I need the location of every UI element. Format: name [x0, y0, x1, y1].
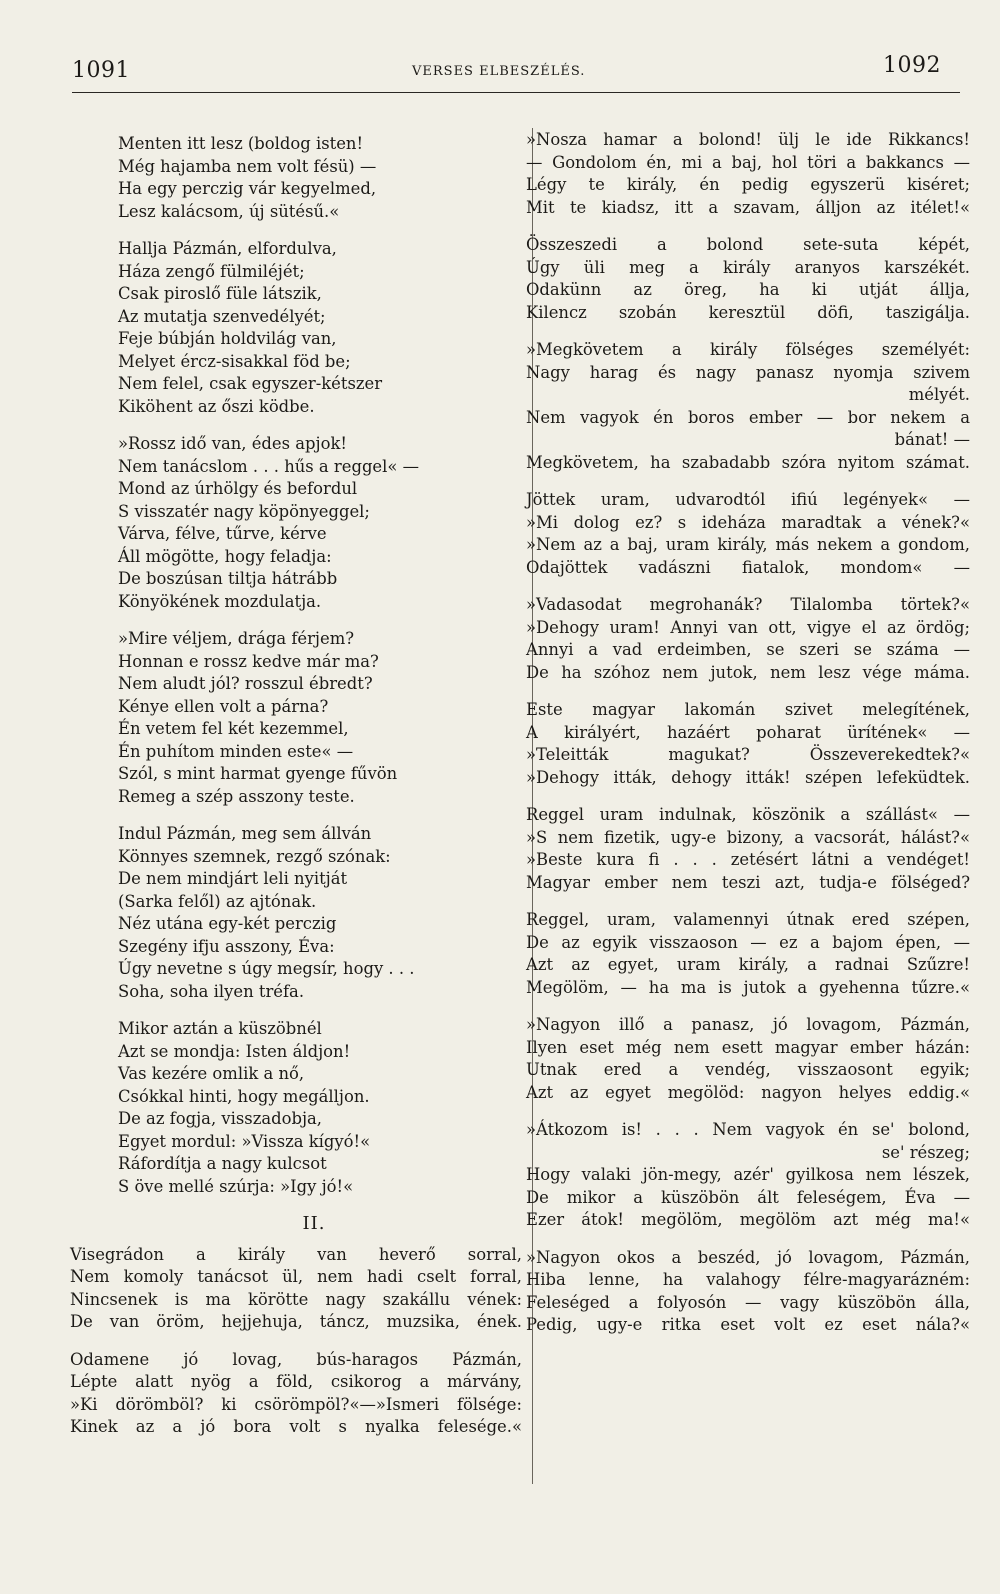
running-head: VERSES ELBESZÉLÉS. [412, 64, 586, 79]
verse-line: Azt az egyet, uram király, a radnai Szűzre! [526, 955, 970, 974]
verse-line: Nem felel, csak egyszer-kétszer [118, 374, 383, 393]
stanza [70, 1018, 522, 1198]
page-number-left: 1091 [72, 58, 130, 83]
verse-line: Kinek az a jó bora volt s nyalka felesége.« [70, 1417, 522, 1436]
verse-line: Csak piroslő füle látszik, [118, 284, 322, 303]
right-column [526, 129, 970, 1352]
verse-line: Könnyes szemnek, rezgő szónak: [118, 846, 391, 866]
verse-line: Ráfordítja a nagy kulcsot [118, 1154, 327, 1173]
verse-line: Könyökének mozdulatja. [118, 591, 322, 611]
stanza [526, 129, 970, 219]
stanza [526, 234, 970, 324]
verse-line: De nem mindjárt leli nyitját [118, 869, 348, 888]
verse-line: Úgy üli meg a király aranyos karszékét. [526, 257, 970, 277]
verse-line: Nem aludt jól? rosszul ébredt? [118, 674, 373, 693]
verse-line: Nem tanácslom . . . hűs a reggel« — [118, 456, 420, 476]
verse-line: »Mi dolog ez? s ideháza maradtak a vének?« [526, 512, 970, 532]
stanza [70, 1244, 522, 1334]
stanza [526, 909, 970, 999]
verse-line: Néz utána egy-két perczig [118, 914, 337, 933]
verse-line: De van öröm, hejjehuja, táncz, muzsika, ének. [70, 1312, 522, 1331]
verse-line: Lépte alatt nyög a föld, csikorog a márvány, [70, 1372, 522, 1391]
page-number-right: 1092 [883, 53, 941, 78]
verse-line: Pedig, ugy-e ritka eset volt ez eset nála?« [526, 1315, 970, 1334]
verse-line: Soha, soha ilyen tréfa. [118, 981, 305, 1001]
verse-line: Nagy harag és nagy panasz nyomja szivem [526, 362, 970, 382]
verse-line: Melyet ércz-sisakkal föd be; [118, 351, 351, 371]
verse-line: Összeszedi a bolond sete-suta képét, [526, 235, 970, 254]
verse-line: Kilencz szobán keresztül döfi, taszigálja. [526, 302, 970, 322]
verse-line: Reggel uram indulnak, köszönik a szállást« — [526, 805, 970, 824]
verse-line: A királyért, hazáért poharat ürítének« — [526, 722, 970, 742]
stanza [526, 489, 970, 579]
verse-line: De mikor a küszöbön ált feleségem, Éva — [526, 1187, 970, 1207]
stanza [526, 1247, 970, 1337]
verse-line: Vas kezére omlik a nő, [118, 1064, 305, 1083]
verse-line: »Nem az a baj, uram király, más nekem a gondom, [526, 535, 970, 554]
verse-line: »Teleitták magukat? Összeverekedtek?« [526, 745, 970, 764]
verse-line: Mikor aztán a küszöbnél [118, 1019, 322, 1038]
verse-line: Mit te kiadsz, itt a szavam, álljon az itélet!« [526, 197, 970, 217]
verse-line: Remeg a szép asszony teste. [118, 786, 355, 806]
verse-line: Honnan e rossz kedve már ma? [118, 651, 379, 671]
verse-line: Kénye ellen volt a párna? [118, 696, 329, 716]
stanza [526, 594, 970, 684]
stanza [526, 339, 970, 474]
verse-line: Ezer átok! megölöm, megölöm azt még ma!« [526, 1210, 970, 1229]
verse-line: Lesz kalácsom, új sütésű.« [118, 201, 340, 221]
verse-line: Egyet mordul: »Vissza kígyó!« [118, 1131, 371, 1151]
verse-line: Nincsenek is ma körötte nagy szakállu vének: [70, 1289, 522, 1309]
verse-line: Megkövetem, ha szabadabb szóra nyitom számat. [526, 452, 970, 472]
verse-line: Indul Pázmán, meg sem állván [118, 824, 372, 843]
verse-line: Az mutatja szenvedélyét; [118, 306, 326, 326]
header-rule [72, 92, 960, 93]
verse-line: Légy te király, én pedig egyszerü kiséret; [526, 175, 970, 194]
verse-line: Hiba lenne, ha valahogy félre-magyarázném: [526, 1270, 970, 1289]
verse-line: »Nosza hamar a bolond! ülj le ide Rikkancs! [526, 130, 970, 149]
verse-line: Még hajamba nem volt fésü) — [118, 156, 377, 176]
verse-line: Odamene jó lovag, bús-haragos Pázmán, [70, 1349, 522, 1369]
verse-line: Ilyen eset még nem esett magyar ember házán: [526, 1037, 970, 1057]
verse-line: »Rossz idő van, édes apjok! [118, 434, 347, 453]
verse-line: »Nagyon okos a beszéd, jó lovagom, Pázmán, [526, 1247, 970, 1267]
verse-line: »Beste kura fi . . . zetésért látni a vendéget! [526, 850, 970, 869]
verse-line: Úgy nevetne s úgy megsír, hogy . . . [118, 959, 415, 978]
verse-line: Én puhítom minden este« — [118, 741, 354, 761]
verse-line: Odakünn az öreg, ha ki utját állja, [526, 280, 970, 299]
stanza [526, 1119, 970, 1232]
verse-line: Háza zengő fülmiléjét; [118, 261, 305, 281]
verse-line: S visszatér nagy köpönyeggel; [118, 501, 370, 521]
verse-line: Annyi a vad erdeimben, se szeri se száma — [526, 640, 970, 659]
verse-line: Csókkal hinti, hogy megálljon. [118, 1086, 370, 1106]
verse-line: mélyét. [908, 385, 970, 404]
verse-line: »Dehogy uram! Annyi van ott, vigye el az ördög; [526, 617, 970, 637]
section-heading: II. [302, 1213, 326, 1234]
verse-line: »Dehogy itták, dehogy itták! szépen lefeküdtek. [526, 767, 970, 787]
verse-line: Hogy valaki jön-megy, azér' gyilkosa nem lészek, [526, 1165, 970, 1184]
verse-line: Este magyar lakomán szivet melegítének, [526, 700, 970, 719]
verse-line: — Gondolom én, mi a baj, hol töri a bakkancs — [526, 152, 970, 172]
verse-line: »S nem fizetik, ugy-e bizony, a vacsorát, hálást?« [526, 827, 970, 847]
verse-line: Feleséged a folyosón — vagy küszöbön álla, [526, 1292, 970, 1312]
stanza [526, 1014, 970, 1104]
stanza [70, 628, 522, 808]
verse-line: Utnak ered a vendég, visszaosont egyik; [526, 1060, 970, 1079]
stanza [70, 823, 522, 1003]
verse-line: Menten itt lesz (boldog isten! [118, 134, 364, 153]
verse-line: Magyar ember nem teszi azt, tudja-e fölséged? [526, 872, 970, 892]
stanza [526, 804, 970, 894]
stanza [70, 133, 522, 223]
stanza [70, 1349, 522, 1439]
verse-line: De az fogja, visszadobja, [118, 1109, 323, 1128]
left-column [70, 133, 522, 1454]
stanza [70, 433, 522, 613]
verse-line: Áll mögötte, hogy feladja: [118, 546, 332, 566]
verse-line: »Átkozom is! . . . Nem vagyok én se' bolond, [526, 1120, 970, 1139]
stanza [526, 699, 970, 789]
verse-line: Ha egy perczig vár kegyelmed, [118, 179, 377, 198]
verse-line: De boszúsan tiltja hátrább [118, 569, 338, 588]
verse-line: Várva, félve, tűrve, kérve [118, 524, 327, 543]
verse-line: S öve mellé szúrja: »Igy jó!« [118, 1176, 354, 1196]
verse-line: Megölöm, — ha ma is jutok a gyehenna tűzre.« [526, 977, 970, 997]
verse-line: »Nagyon illő a panasz, jó lovagom, Pázmán, [526, 1015, 970, 1034]
verse-line: Én vetem fel két kezemmel, [118, 719, 349, 738]
verse-line: se' részeg; [881, 1142, 970, 1162]
verse-line: De az egyik visszaoson — ez a bajom épen, — [526, 932, 970, 952]
verse-line: (Sarka felől) az ajtónak. [118, 891, 317, 911]
verse-line: Szól, s mint harmat gyenge fűvön [118, 764, 398, 783]
verse-line: Nem vagyok én boros ember — bor nekem a [526, 407, 970, 427]
page-header [0, 0, 1000, 100]
verse-line: Azt se mondja: Isten áldjon! [118, 1041, 351, 1061]
stanza [70, 238, 522, 418]
verse-line: Azt az egyet megölöd: nagyon helyes eddig.« [526, 1082, 970, 1102]
verse-line: De ha szóhoz nem jutok, nem lesz vége máma. [526, 662, 970, 682]
verse-line: »Megkövetem a király fölséges személyét: [526, 340, 970, 359]
verse-line: Feje búbján holdvilág van, [118, 329, 337, 348]
verse-line: Nem komoly tanácsot ül, nem hadi cselt forral, [70, 1267, 522, 1286]
verse-line: Mond az úrhölgy és befordul [118, 479, 358, 498]
verse-line: »Ki dörömböl? ki csörömpöl?«—»Ismeri fölsége: [70, 1394, 522, 1414]
verse-line: bánat! — [894, 430, 970, 449]
verse-line: Odajöttek vadászni fiatalok, mondom« — [526, 557, 970, 577]
verse-line: Hallja Pázmán, elfordulva, [118, 239, 337, 258]
verse-line: Jöttek uram, udvarodtól ifiú legények« — [526, 490, 970, 509]
verse-line: Kiköhent az őszi ködbe. [118, 396, 315, 416]
verse-line: Reggel, uram, valamennyi útnak ered szépen, [526, 910, 970, 929]
verse-line: »Mire véljem, drága férjem? [118, 629, 355, 648]
verse-line: »Vadasodat megrohanák? Tilalomba törtek?« [526, 595, 970, 614]
verse-line: Visegrádon a király van heverő sorral, [70, 1244, 522, 1264]
verse-line: Szegény ifju asszony, Éva: [118, 936, 335, 956]
